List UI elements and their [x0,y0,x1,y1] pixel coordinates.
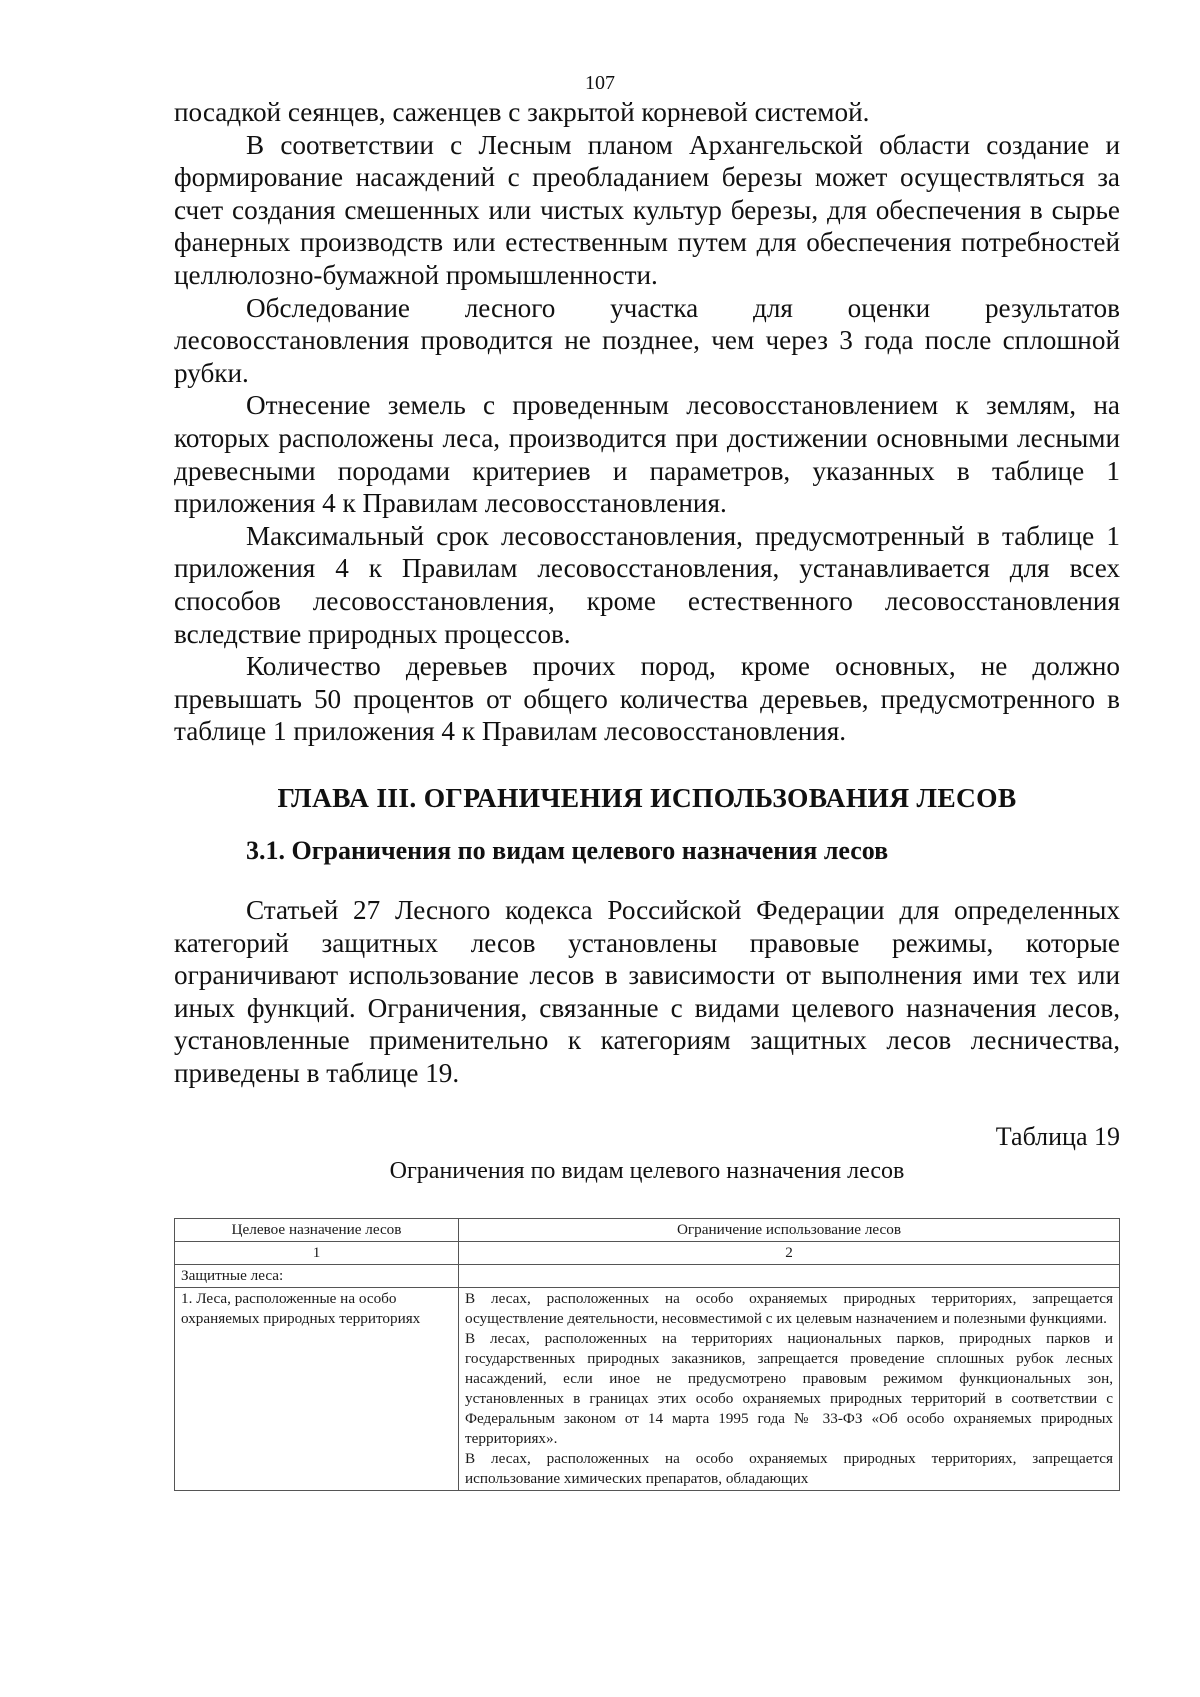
cell-paragraph: В лесах, расположенных на особо охраняемых природных территориях, запрещается использование химических препаратов, обладающих [465,1450,1113,1487]
paragraph: посадкой сеянцев, саженцев с закрытой корневой системой. [174,97,870,127]
body-text-top [174,96,1120,748]
table-empty-cell [459,1265,1120,1288]
table-column-number: 1 [175,1242,459,1265]
paragraph: Количество деревьев прочих пород, кроме основных, не должно превышать 50 процентов от общего количества деревьев, предусмотренного в таблице 1 приложения 4 к Правилам лесовосстановления. [174,651,1120,747]
table-header-cell: Целевое назначение лесов [175,1219,459,1242]
cell-paragraph: В лесах, расположенных на особо охраняемых природных территориях, запрещается осуществление деятельности, несовместимой с их целевым назначением и полезными функциями. [465,1290,1113,1327]
table-column-number: 2 [459,1242,1120,1265]
table-header-cell: Ограничение использование лесов [459,1219,1120,1242]
cell-paragraph: В лесах, расположенных на территориях национальных парков, природных парков и государственных природных заказников, запрещается проведение сплошных рубок лесных насаждений, если иное не предусмотрено правовым режимом функциональных зон, установленных в границах этих особо охраняемых природных территорий в соответствии с Федеральным законом от 14 марта 1995 года № 33-ФЗ «Об особо охраняемых природных территориях». [465,1330,1113,1447]
paragraph: Обследование лесного участка для оценки результатов лесовосстановления проводится не позднее, чем через 3 года после сплошной рубки. [174,292,1120,388]
section-title: 3.1. Ограничения по видам целевого назначения лесов [246,836,889,865]
paragraph: Отнесение земель с проведенным лесовосстановлением к землям, на которых расположены леса, производится при достижении основными лесными древесными породами критериев и параметров, указанных в таблице 1 приложения 4 к Правилам лесовосстановления. [174,390,1120,519]
table-label: Таблица 19 [995,1122,1120,1151]
paragraph: Статьей 27 Лесного кодекса Российской Федерации для определенных категорий защитных лесов установлены правовые режимы, которые ограничивают использование лесов в зависимости от выполнения ими тех или иных функций. Ограничения, связанные с видами целевого назначения лесов, установленные применительно к категориям защитных лесов лесничества, приведены в таблице 19. [174,895,1120,1088]
page-number: 107 [585,72,615,94]
body-text-mid [174,894,1120,1090]
table-category-cell: 1. Леса, расположенные на особо охраняемых природных территориях [175,1288,459,1491]
paragraph: Максимальный срок лесовосстановления, предусмотренный в таблице 1 приложения 4 к Правилам лесовосстановления, устанавливается для всех способов лесовосстановления, кроме естественного лесовосстановления вследствие природных процессов. [174,520,1120,649]
table-restriction-cell [459,1288,1120,1491]
table-row [175,1288,1120,1491]
paragraph: В соответствии с Лесным планом Архангельской области создание и формирование насаждений с преобладанием березы может осуществляться за счет создания смешенных или чистых культур березы, для обеспечения в сырье фанерных производств или естественным путем для обеспечения потребностей целлюлозно-бумажной промышленности. [174,129,1120,290]
table-group-cell: Защитные леса: [175,1265,459,1288]
table-group-row [175,1265,1120,1288]
table-column-numbers-row [175,1242,1120,1265]
restrictions-table [174,1218,1120,1491]
table-header-row [175,1219,1120,1242]
chapter-title: ГЛАВА III. ОГРАНИЧЕНИЯ ИСПОЛЬЗОВАНИЯ ЛЕСОВ [277,782,1017,813]
table-caption: Ограничения по видам целевого назначения лесов [389,1158,905,1184]
